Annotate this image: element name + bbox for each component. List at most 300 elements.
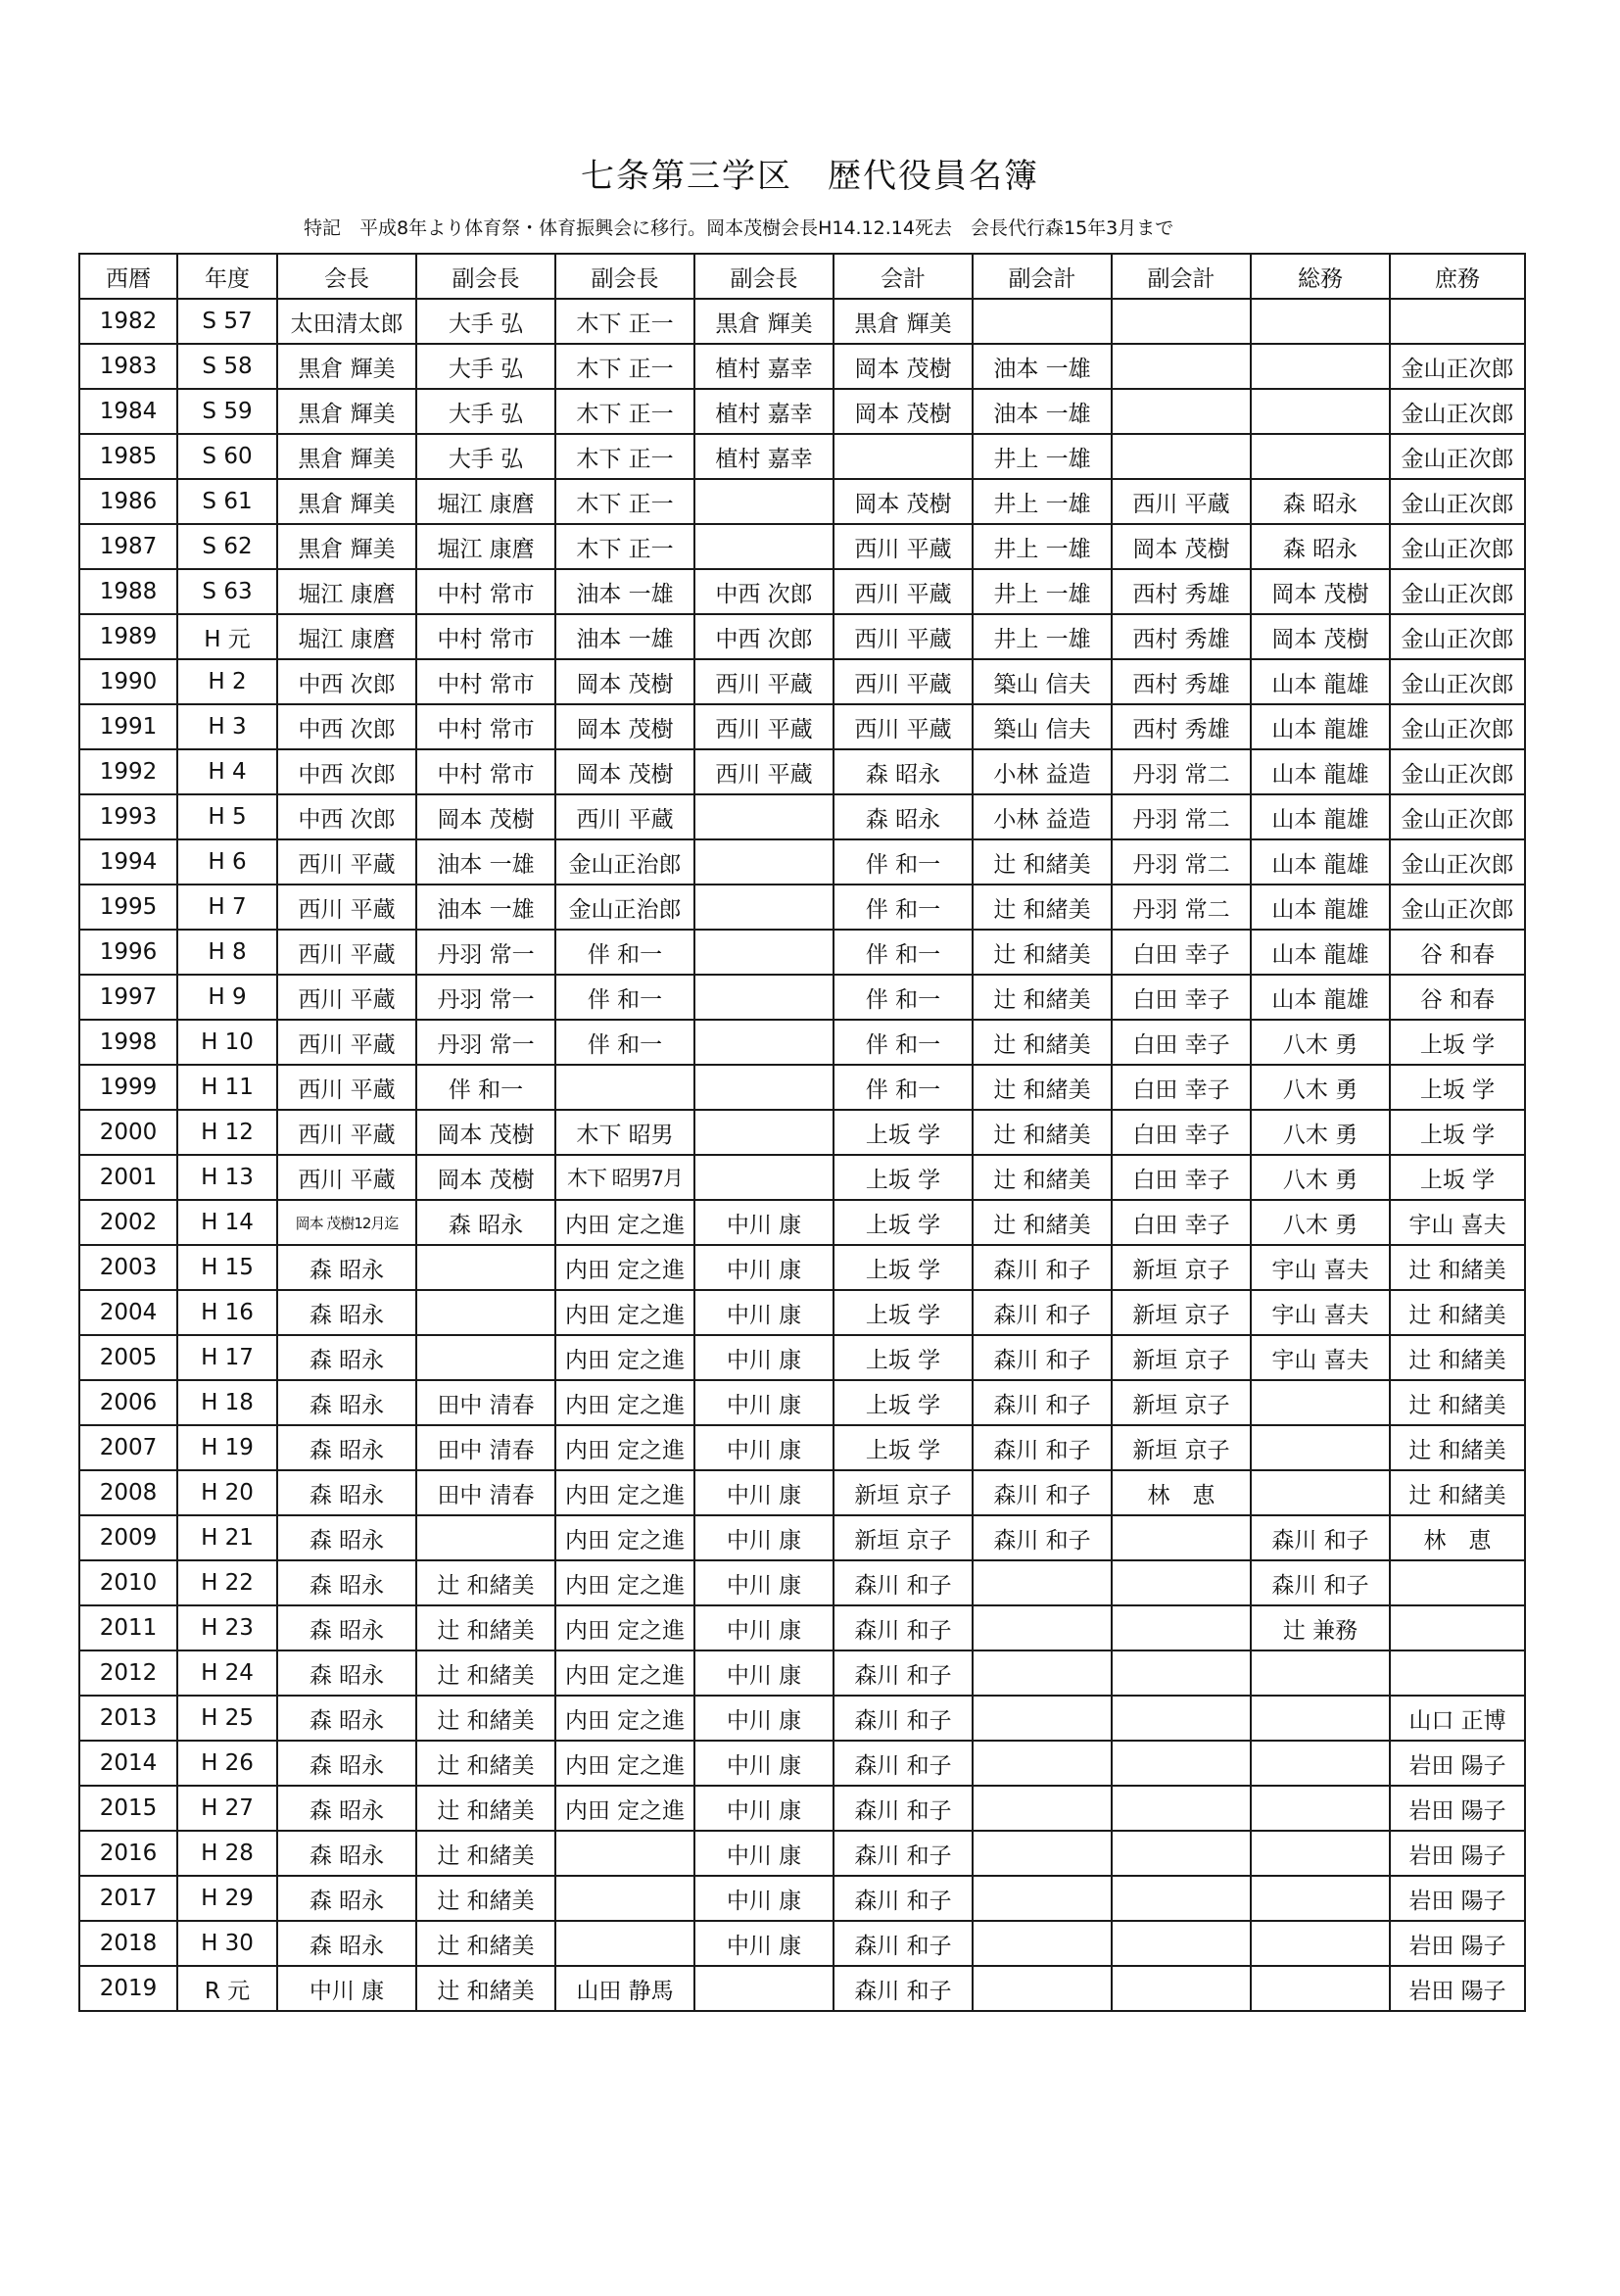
vice-president-cell: 伴 和一 <box>555 975 694 1020</box>
era-cell: S 63 <box>177 569 277 614</box>
president-cell: 森 昭永 <box>277 1831 416 1876</box>
vice-president-cell: 内田 定之進 <box>555 1470 694 1515</box>
vice-president-cell: 内田 定之進 <box>555 1380 694 1425</box>
year-cell: 2017 <box>79 1876 177 1921</box>
general-affairs-cell: 森川 和子 <box>1251 1560 1390 1605</box>
vice-treasurer-cell: 築山 信夫 <box>973 659 1112 704</box>
year-cell: 2011 <box>79 1605 177 1650</box>
header-row <box>79 254 1525 299</box>
president-cell: 中西 次郎 <box>277 704 416 749</box>
president-cell: 黒倉 輝美 <box>277 434 416 479</box>
vice-president-cell: 辻 和緒美 <box>416 1696 555 1741</box>
president-cell: 森 昭永 <box>277 1335 416 1380</box>
vice-president-cell: 田中 清春 <box>416 1380 555 1425</box>
vice-treasurer-cell <box>973 1921 1112 1966</box>
vice-president-cell: 岡本 茂樹 <box>555 749 694 794</box>
treasurer-cell: 伴 和一 <box>834 839 973 885</box>
table-row <box>79 389 1525 434</box>
year-cell: 1985 <box>79 434 177 479</box>
treasurer-cell: 森川 和子 <box>834 1966 973 2011</box>
treasurer-cell: 森 昭永 <box>834 794 973 839</box>
treasurer-cell: 森川 和子 <box>834 1831 973 1876</box>
year-cell: 1994 <box>79 839 177 885</box>
vice-president-cell: 植村 嘉幸 <box>694 389 834 434</box>
president-cell: 西川 平蔵 <box>277 1065 416 1110</box>
era-cell: H 17 <box>177 1335 277 1380</box>
vice-president-cell: 中川 康 <box>694 1290 834 1335</box>
vice-treasurer-cell: 森川 和子 <box>973 1335 1112 1380</box>
clerk-cell: 谷 和春 <box>1390 975 1525 1020</box>
vice-treasurer-cell: 森川 和子 <box>973 1515 1112 1560</box>
vice-president-cell: 大手 弘 <box>416 434 555 479</box>
table-row <box>79 1786 1525 1831</box>
vice-treasurer-cell: 辻 和緒美 <box>973 930 1112 975</box>
vice-president-cell: 木下 正一 <box>555 389 694 434</box>
era-cell: H 22 <box>177 1560 277 1605</box>
year-cell: 1999 <box>79 1065 177 1110</box>
treasurer-cell <box>834 434 973 479</box>
era-cell: H 29 <box>177 1876 277 1921</box>
table-row <box>79 975 1525 1020</box>
vice-treasurer-cell: 辻 和緒美 <box>973 1065 1112 1110</box>
vice-president-cell <box>694 930 834 975</box>
table-row <box>79 1020 1525 1065</box>
year-cell: 2013 <box>79 1696 177 1741</box>
vice-treasurer-cell: 丹羽 常二 <box>1112 839 1251 885</box>
era-cell: H 8 <box>177 930 277 975</box>
treasurer-cell: 伴 和一 <box>834 975 973 1020</box>
year-cell: 1986 <box>79 479 177 524</box>
table-row <box>79 749 1525 794</box>
general-affairs-cell <box>1251 1966 1390 2011</box>
clerk-cell: 金山正次郎 <box>1390 794 1525 839</box>
vice-president-cell: 中村 常市 <box>416 659 555 704</box>
clerk-cell: 岩田 陽子 <box>1390 1831 1525 1876</box>
general-affairs-cell: 山本 龍雄 <box>1251 794 1390 839</box>
clerk-cell: 金山正次郎 <box>1390 344 1525 389</box>
era-cell: H 元 <box>177 614 277 659</box>
vice-president-cell: 内田 定之進 <box>555 1560 694 1605</box>
vice-treasurer-cell <box>1112 344 1251 389</box>
vice-treasurer-cell: 油本 一雄 <box>973 389 1112 434</box>
vice-president-cell: 中川 康 <box>694 1200 834 1245</box>
year-cell: 1996 <box>79 930 177 975</box>
vice-treasurer-cell <box>973 1741 1112 1786</box>
vice-president-cell: 岡本 茂樹 <box>555 659 694 704</box>
table-row <box>79 930 1525 975</box>
vice-president-cell: 内田 定之進 <box>555 1425 694 1470</box>
table-row <box>79 1470 1525 1515</box>
vice-treasurer-cell <box>1112 1786 1251 1831</box>
president-cell: 西川 平蔵 <box>277 1020 416 1065</box>
vice-president-cell: 木下 昭男7月 <box>555 1155 694 1200</box>
vice-president-cell <box>694 975 834 1020</box>
president-cell: 西川 平蔵 <box>277 930 416 975</box>
treasurer-cell: 西川 平蔵 <box>834 614 973 659</box>
general-affairs-cell: 八木 勇 <box>1251 1065 1390 1110</box>
vice-treasurer-cell <box>1112 1650 1251 1696</box>
era-cell: H 21 <box>177 1515 277 1560</box>
treasurer-cell: 新垣 京子 <box>834 1515 973 1560</box>
vice-treasurer-cell <box>973 299 1112 344</box>
vice-president-cell: 植村 嘉幸 <box>694 434 834 479</box>
vice-treasurer-cell <box>1112 1741 1251 1786</box>
president-cell: 西川 平蔵 <box>277 975 416 1020</box>
clerk-cell <box>1390 299 1525 344</box>
table-row <box>79 1741 1525 1786</box>
vice-president-cell: 中川 康 <box>694 1515 834 1560</box>
clerk-cell: 辻 和緒美 <box>1390 1245 1525 1290</box>
clerk-cell: 岩田 陽子 <box>1390 1876 1525 1921</box>
table-row <box>79 1110 1525 1155</box>
era-cell: H 11 <box>177 1065 277 1110</box>
vice-treasurer-cell: 岡本 茂樹 <box>1112 524 1251 569</box>
vice-president-cell: 木下 昭男 <box>555 1110 694 1155</box>
clerk-cell: 金山正次郎 <box>1390 524 1525 569</box>
year-cell: 1983 <box>79 344 177 389</box>
general-affairs-cell: 岡本 茂樹 <box>1251 614 1390 659</box>
clerk-cell: 岩田 陽子 <box>1390 1966 1525 2011</box>
vice-president-cell: 内田 定之進 <box>555 1335 694 1380</box>
vice-treasurer-cell: 新垣 京子 <box>1112 1245 1251 1290</box>
general-affairs-cell: 森川 和子 <box>1251 1515 1390 1560</box>
year-cell: 2014 <box>79 1741 177 1786</box>
treasurer-cell: 森川 和子 <box>834 1696 973 1741</box>
vice-president-cell: 丹羽 常一 <box>416 975 555 1020</box>
era-cell: H 15 <box>177 1245 277 1290</box>
vice-president-cell <box>694 479 834 524</box>
era-cell: S 57 <box>177 299 277 344</box>
vice-treasurer-cell: 白田 幸子 <box>1112 1110 1251 1155</box>
col-header-vice-president-2: 副会長 <box>555 254 694 299</box>
treasurer-cell: 上坂 学 <box>834 1200 973 1245</box>
table-row <box>79 659 1525 704</box>
vice-treasurer-cell: 辻 和緒美 <box>973 1020 1112 1065</box>
treasurer-cell: 森川 和子 <box>834 1876 973 1921</box>
vice-president-cell: 辻 和緒美 <box>416 1650 555 1696</box>
general-affairs-cell: 山本 龍雄 <box>1251 659 1390 704</box>
vice-treasurer-cell <box>973 1786 1112 1831</box>
vice-president-cell: 中川 康 <box>694 1741 834 1786</box>
general-affairs-cell <box>1251 1470 1390 1515</box>
vice-treasurer-cell: 辻 和緒美 <box>973 885 1112 930</box>
vice-president-cell: 金山正治郎 <box>555 885 694 930</box>
table-row <box>79 524 1525 569</box>
clerk-cell: 金山正次郎 <box>1390 479 1525 524</box>
era-cell: H 13 <box>177 1155 277 1200</box>
general-affairs-cell: 森 昭永 <box>1251 479 1390 524</box>
vice-president-cell: 中川 康 <box>694 1786 834 1831</box>
col-header-vice-treasurer-1: 副会計 <box>973 254 1112 299</box>
vice-treasurer-cell: 白田 幸子 <box>1112 1155 1251 1200</box>
clerk-cell: 谷 和春 <box>1390 930 1525 975</box>
table-row <box>79 1425 1525 1470</box>
vice-president-cell <box>694 885 834 930</box>
col-header-clerk: 庶務 <box>1390 254 1525 299</box>
president-cell: 森 昭永 <box>277 1876 416 1921</box>
vice-treasurer-cell <box>973 1876 1112 1921</box>
vice-president-cell: 植村 嘉幸 <box>694 344 834 389</box>
year-cell: 2015 <box>79 1786 177 1831</box>
clerk-cell: 辻 和緒美 <box>1390 1290 1525 1335</box>
era-cell: H 2 <box>177 659 277 704</box>
vice-president-cell: 内田 定之進 <box>555 1290 694 1335</box>
president-cell: 森 昭永 <box>277 1290 416 1335</box>
vice-president-cell: 西川 平蔵 <box>694 704 834 749</box>
era-cell: H 10 <box>177 1020 277 1065</box>
vice-president-cell <box>555 1876 694 1921</box>
year-cell: 2005 <box>79 1335 177 1380</box>
year-cell: 1984 <box>79 389 177 434</box>
era-cell: H 18 <box>177 1380 277 1425</box>
vice-president-cell: 田中 清春 <box>416 1425 555 1470</box>
vice-treasurer-cell: 井上 一雄 <box>973 524 1112 569</box>
vice-president-cell: 中川 康 <box>694 1876 834 1921</box>
vice-treasurer-cell <box>1112 1831 1251 1876</box>
era-cell: H 7 <box>177 885 277 930</box>
vice-president-cell: 中村 常市 <box>416 749 555 794</box>
vice-treasurer-cell <box>1112 1605 1251 1650</box>
general-affairs-cell: 辻 兼務 <box>1251 1605 1390 1650</box>
president-cell: 森 昭永 <box>277 1470 416 1515</box>
year-cell: 2007 <box>79 1425 177 1470</box>
general-affairs-cell: 岡本 茂樹 <box>1251 569 1390 614</box>
vice-treasurer-cell: 丹羽 常二 <box>1112 749 1251 794</box>
vice-treasurer-cell: 辻 和緒美 <box>973 839 1112 885</box>
vice-president-cell: 伴 和一 <box>555 1020 694 1065</box>
general-affairs-cell: 八木 勇 <box>1251 1020 1390 1065</box>
vice-president-cell: 中川 康 <box>694 1560 834 1605</box>
col-header-era: 年度 <box>177 254 277 299</box>
era-cell: S 61 <box>177 479 277 524</box>
era-cell: H 26 <box>177 1741 277 1786</box>
clerk-cell: 金山正次郎 <box>1390 614 1525 659</box>
treasurer-cell: 上坂 学 <box>834 1335 973 1380</box>
vice-president-cell: 木下 正一 <box>555 344 694 389</box>
general-affairs-cell: 山本 龍雄 <box>1251 975 1390 1020</box>
col-header-vice-president-3: 副会長 <box>694 254 834 299</box>
president-cell: 森 昭永 <box>277 1696 416 1741</box>
vice-president-cell: 西川 平蔵 <box>694 659 834 704</box>
president-cell: 中西 次郎 <box>277 749 416 794</box>
vice-treasurer-cell: 白田 幸子 <box>1112 930 1251 975</box>
treasurer-cell: 新垣 京子 <box>834 1470 973 1515</box>
vice-president-cell: 岡本 茂樹 <box>416 1110 555 1155</box>
vice-president-cell: 中西 次郎 <box>694 614 834 659</box>
vice-president-cell: 岡本 茂樹 <box>416 794 555 839</box>
table-row <box>79 1605 1525 1650</box>
year-cell: 2016 <box>79 1831 177 1876</box>
year-cell: 2010 <box>79 1560 177 1605</box>
treasurer-cell: 上坂 学 <box>834 1425 973 1470</box>
general-affairs-cell <box>1251 389 1390 434</box>
vice-president-cell: 西川 平蔵 <box>555 794 694 839</box>
clerk-cell: 金山正次郎 <box>1390 389 1525 434</box>
vice-treasurer-cell: 井上 一雄 <box>973 479 1112 524</box>
vice-president-cell: 辻 和緒美 <box>416 1786 555 1831</box>
vice-president-cell: 内田 定之進 <box>555 1741 694 1786</box>
vice-president-cell <box>555 1065 694 1110</box>
vice-president-cell: 中川 康 <box>694 1335 834 1380</box>
era-cell: H 25 <box>177 1696 277 1741</box>
clerk-cell: 辻 和緒美 <box>1390 1470 1525 1515</box>
vice-treasurer-cell: 井上 一雄 <box>973 434 1112 479</box>
vice-president-cell: 中川 康 <box>694 1696 834 1741</box>
era-cell: H 4 <box>177 749 277 794</box>
table-row <box>79 479 1525 524</box>
table-row <box>79 1335 1525 1380</box>
president-cell: 西川 平蔵 <box>277 1110 416 1155</box>
vice-treasurer-cell <box>973 1831 1112 1876</box>
general-affairs-cell <box>1251 1380 1390 1425</box>
president-cell: 森 昭永 <box>277 1245 416 1290</box>
era-cell: H 12 <box>177 1110 277 1155</box>
president-cell: 森 昭永 <box>277 1741 416 1786</box>
president-cell: 森 昭永 <box>277 1605 416 1650</box>
era-cell: R 元 <box>177 1966 277 2011</box>
vice-president-cell: 大手 弘 <box>416 344 555 389</box>
general-affairs-cell: 山本 龍雄 <box>1251 839 1390 885</box>
vice-treasurer-cell: 西村 秀雄 <box>1112 614 1251 659</box>
era-cell: S 59 <box>177 389 277 434</box>
era-cell: S 62 <box>177 524 277 569</box>
clerk-cell <box>1390 1650 1525 1696</box>
vice-president-cell <box>416 1335 555 1380</box>
year-cell: 2018 <box>79 1921 177 1966</box>
vice-treasurer-cell: 井上 一雄 <box>973 614 1112 659</box>
vice-treasurer-cell <box>1112 1966 1251 2011</box>
table-row <box>79 1650 1525 1696</box>
table-row <box>79 1245 1525 1290</box>
page-title: 七条第三学区 歴代役員名簿 <box>581 157 1039 196</box>
general-affairs-cell: 八木 勇 <box>1251 1155 1390 1200</box>
vice-treasurer-cell: 白田 幸子 <box>1112 975 1251 1020</box>
vice-treasurer-cell <box>1112 1921 1251 1966</box>
clerk-cell: 林 恵 <box>1390 1515 1525 1560</box>
vice-treasurer-cell <box>1112 1876 1251 1921</box>
vice-president-cell: 木下 正一 <box>555 479 694 524</box>
clerk-cell: 上坂 学 <box>1390 1065 1525 1110</box>
vice-president-cell: 中川 康 <box>694 1831 834 1876</box>
president-cell: 黒倉 輝美 <box>277 344 416 389</box>
vice-president-cell: 中川 康 <box>694 1605 834 1650</box>
table-row <box>79 1921 1525 1966</box>
vice-president-cell: 中村 常市 <box>416 614 555 659</box>
vice-president-cell: 油本 一雄 <box>416 839 555 885</box>
treasurer-cell: 森川 和子 <box>834 1605 973 1650</box>
treasurer-cell: 上坂 学 <box>834 1380 973 1425</box>
table-header <box>79 254 1525 299</box>
table-row <box>79 569 1525 614</box>
general-affairs-cell: 八木 勇 <box>1251 1200 1390 1245</box>
vice-president-cell: 辻 和緒美 <box>416 1921 555 1966</box>
vice-president-cell: 辻 和緒美 <box>416 1605 555 1650</box>
year-cell: 2003 <box>79 1245 177 1290</box>
table-row <box>79 614 1525 659</box>
clerk-cell: 上坂 学 <box>1390 1155 1525 1200</box>
treasurer-cell: 上坂 学 <box>834 1155 973 1200</box>
treasurer-cell: 伴 和一 <box>834 1020 973 1065</box>
table-row <box>79 1200 1525 1245</box>
table-row <box>79 434 1525 479</box>
vice-president-cell: 木下 正一 <box>555 299 694 344</box>
year-cell: 2004 <box>79 1290 177 1335</box>
treasurer-cell: 西川 平蔵 <box>834 659 973 704</box>
general-affairs-cell: 山本 龍雄 <box>1251 930 1390 975</box>
vice-president-cell: 中川 康 <box>694 1245 834 1290</box>
year-cell: 1990 <box>79 659 177 704</box>
year-cell: 1982 <box>79 299 177 344</box>
clerk-cell: 金山正次郎 <box>1390 839 1525 885</box>
president-cell: 中西 次郎 <box>277 659 416 704</box>
vice-president-cell: 油本 一雄 <box>555 614 694 659</box>
treasurer-cell: 岡本 茂樹 <box>834 344 973 389</box>
year-cell: 2009 <box>79 1515 177 1560</box>
table-row <box>79 1065 1525 1110</box>
vice-treasurer-cell: 西川 平蔵 <box>1112 479 1251 524</box>
vice-president-cell: 内田 定之進 <box>555 1515 694 1560</box>
table-row <box>79 1380 1525 1425</box>
year-cell: 1995 <box>79 885 177 930</box>
general-affairs-cell: 山本 龍雄 <box>1251 885 1390 930</box>
vice-treasurer-cell <box>973 1696 1112 1741</box>
general-affairs-cell <box>1251 1696 1390 1741</box>
era-cell: S 58 <box>177 344 277 389</box>
vice-president-cell: 木下 正一 <box>555 524 694 569</box>
vice-president-cell: 辻 和緒美 <box>416 1741 555 1786</box>
vice-president-cell: 内田 定之進 <box>555 1605 694 1650</box>
president-cell: 中西 次郎 <box>277 794 416 839</box>
general-affairs-cell: 宇山 喜夫 <box>1251 1290 1390 1335</box>
vice-president-cell: 岡本 茂樹 <box>555 704 694 749</box>
treasurer-cell: 上坂 学 <box>834 1110 973 1155</box>
president-cell: 森 昭永 <box>277 1921 416 1966</box>
year-cell: 2008 <box>79 1470 177 1515</box>
vice-president-cell: 中川 康 <box>694 1921 834 1966</box>
vice-president-cell: 内田 定之進 <box>555 1786 694 1831</box>
clerk-cell: 山口 正博 <box>1390 1696 1525 1741</box>
clerk-cell: 金山正次郎 <box>1390 434 1525 479</box>
vice-treasurer-cell: 辻 和緒美 <box>973 975 1112 1020</box>
clerk-cell: 上坂 学 <box>1390 1110 1525 1155</box>
vice-treasurer-cell: 油本 一雄 <box>973 344 1112 389</box>
clerk-cell: 辻 和緒美 <box>1390 1335 1525 1380</box>
vice-president-cell <box>416 1290 555 1335</box>
clerk-cell: 岩田 陽子 <box>1390 1786 1525 1831</box>
vice-treasurer-cell <box>1112 299 1251 344</box>
vice-treasurer-cell <box>1112 389 1251 434</box>
vice-treasurer-cell: 辻 和緒美 <box>973 1155 1112 1200</box>
general-affairs-cell <box>1251 299 1390 344</box>
col-header-year: 西暦 <box>79 254 177 299</box>
treasurer-cell: 西川 平蔵 <box>834 704 973 749</box>
vice-president-cell: 森 昭永 <box>416 1200 555 1245</box>
vice-treasurer-cell: 白田 幸子 <box>1112 1200 1251 1245</box>
vice-president-cell: 木下 正一 <box>555 434 694 479</box>
treasurer-cell: 黒倉 輝美 <box>834 299 973 344</box>
vice-treasurer-cell: 西村 秀雄 <box>1112 659 1251 704</box>
year-cell: 2002 <box>79 1200 177 1245</box>
vice-president-cell <box>694 1110 834 1155</box>
vice-president-cell: 内田 定之進 <box>555 1200 694 1245</box>
vice-president-cell: 中川 康 <box>694 1380 834 1425</box>
president-cell: 堀江 康麿 <box>277 569 416 614</box>
president-cell: 西川 平蔵 <box>277 1155 416 1200</box>
col-header-vice-treasurer-2: 副会計 <box>1112 254 1251 299</box>
clerk-cell: 辻 和緒美 <box>1390 1425 1525 1470</box>
president-cell: 西川 平蔵 <box>277 885 416 930</box>
president-cell: 中川 康 <box>277 1966 416 2011</box>
